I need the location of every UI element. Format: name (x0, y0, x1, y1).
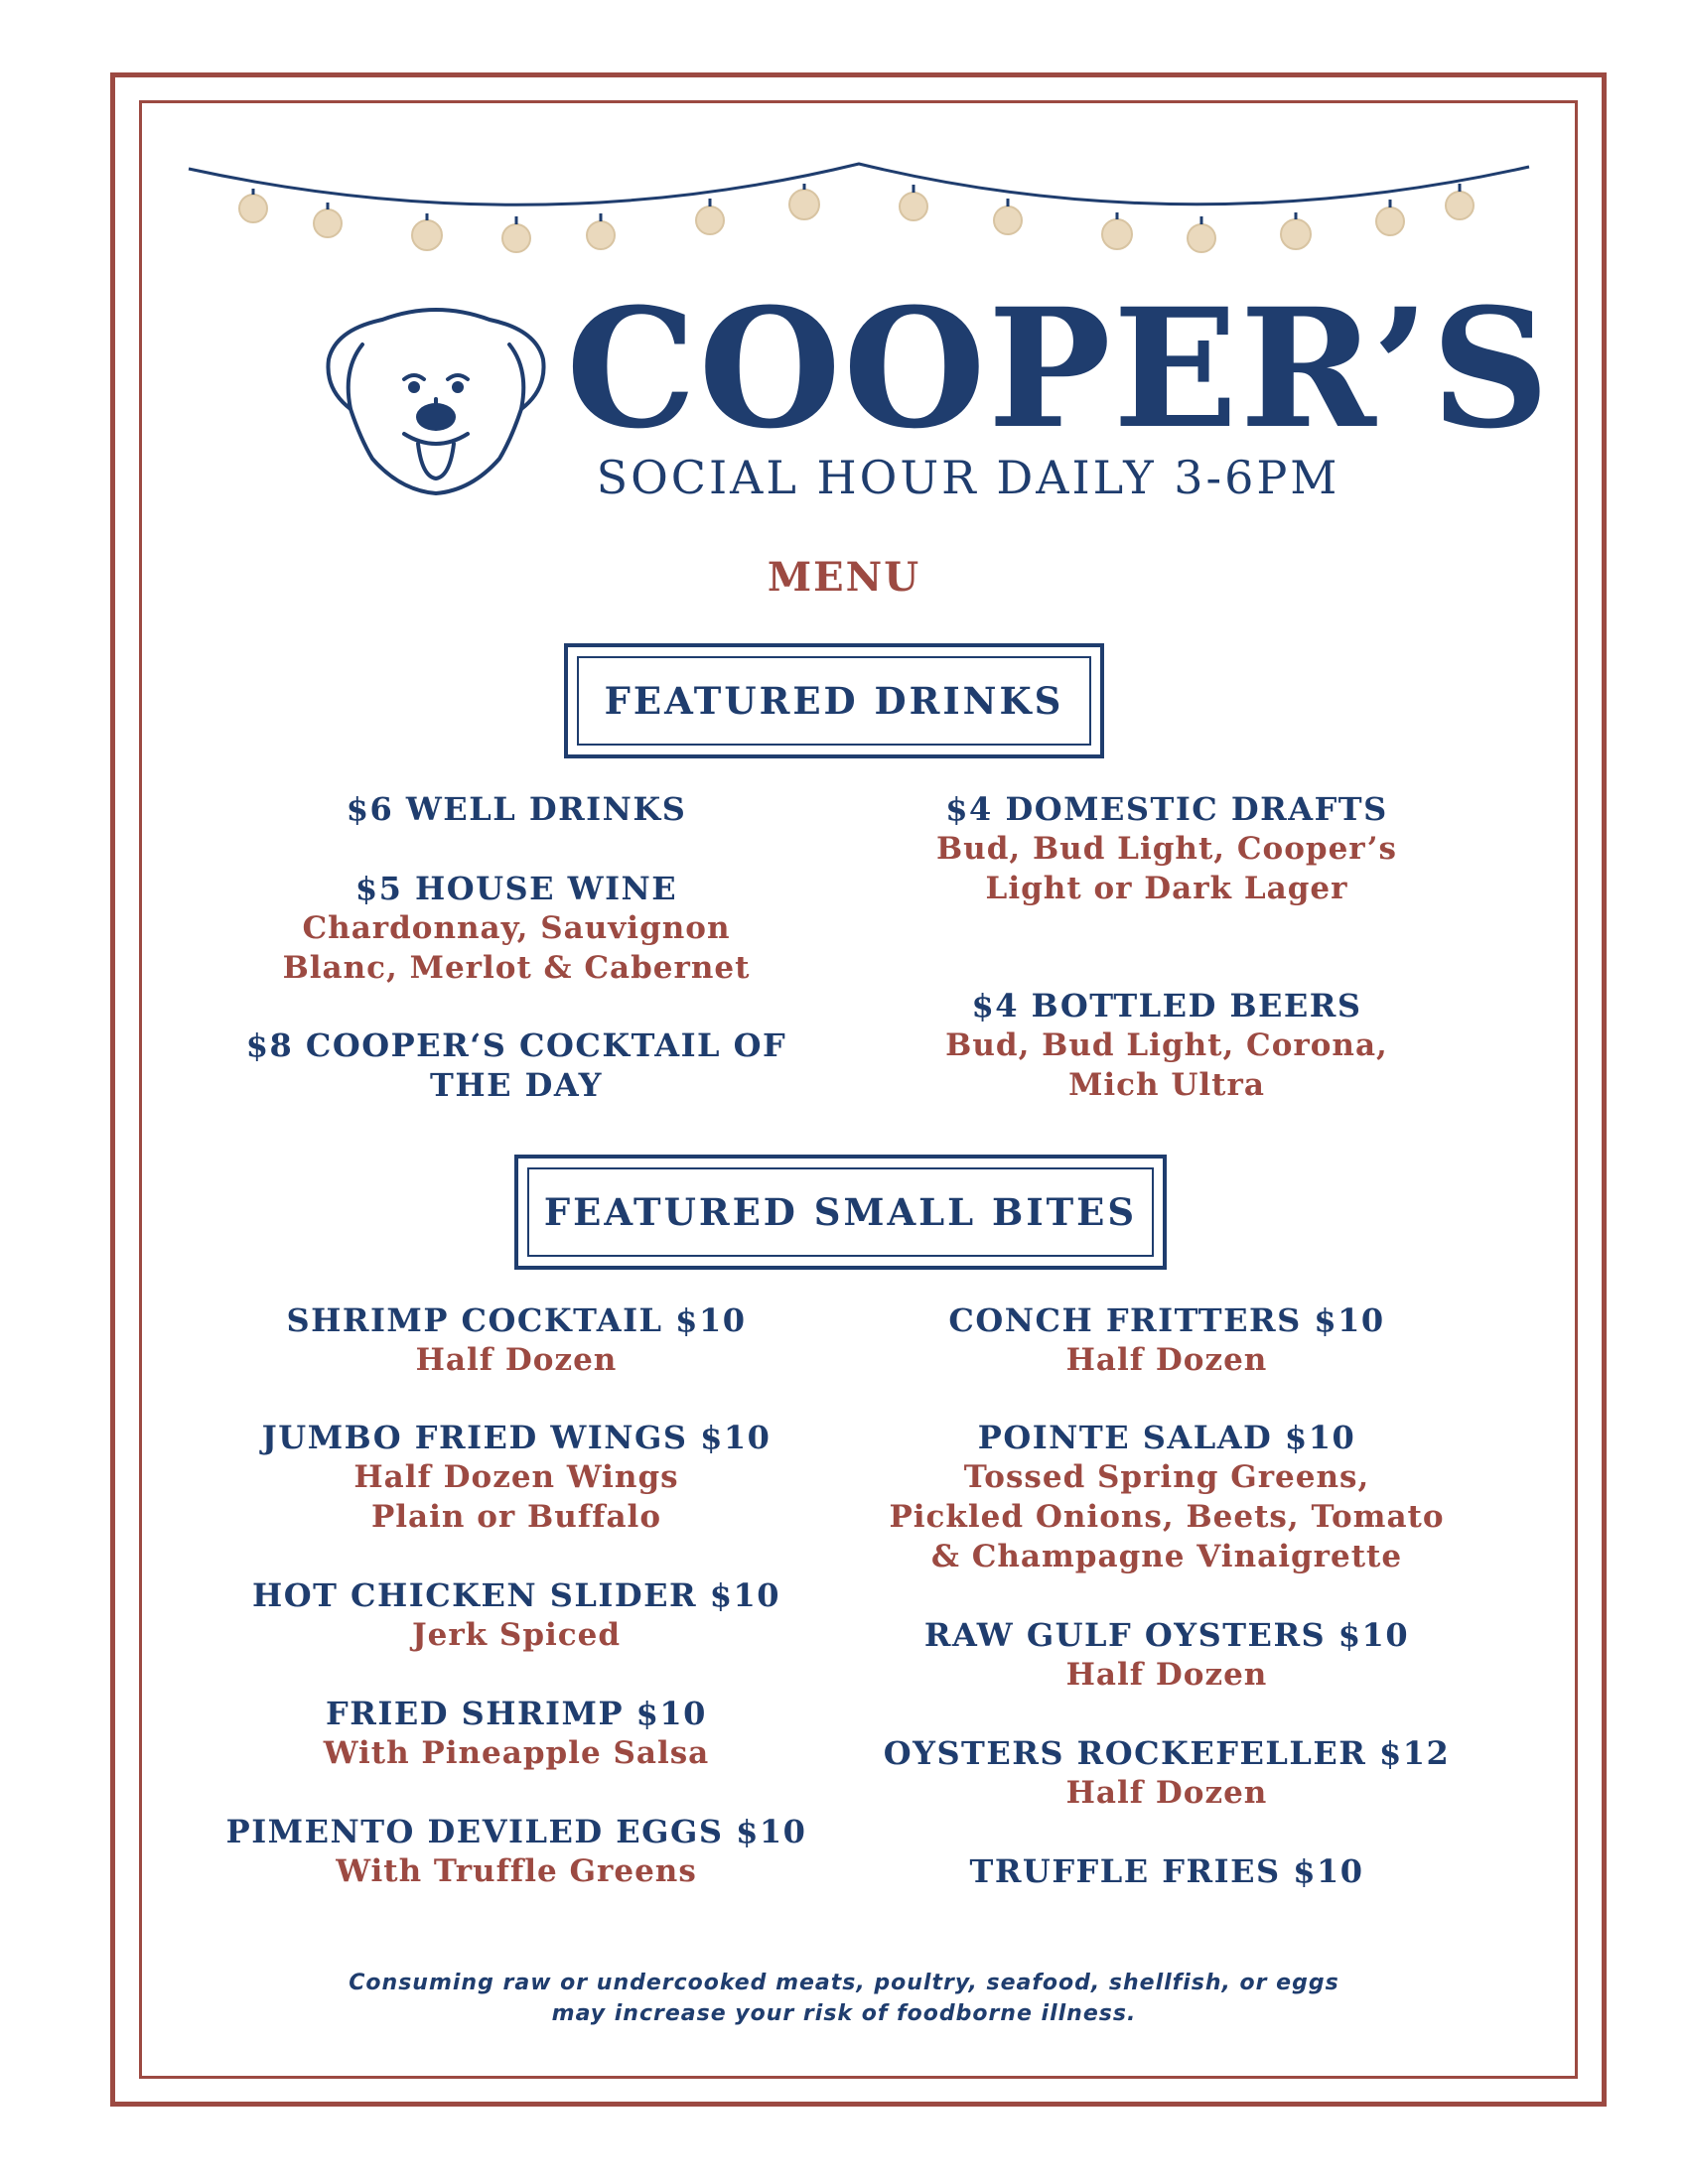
item-desc: Plain or Buffalo (370, 1499, 662, 1535)
item-name: $6 WELL DRINKS (346, 790, 687, 828)
item-desc: With Truffle Greens (336, 1853, 697, 1889)
menu-item (849, 789, 1484, 908)
item-desc: & Champagne Vinaigrette (930, 1539, 1403, 1574)
menu-item (849, 986, 1484, 1105)
item-name: POINTE SALAD $10 (977, 1419, 1356, 1456)
item-name: $4 BOTTLED BEERS (971, 987, 1362, 1024)
section-heading: FEATURED DRINKS (577, 656, 1091, 746)
item-name: OYSTERS ROCKEFELLER $12 (883, 1734, 1451, 1772)
string-lights-icon (184, 149, 1534, 268)
menu-item (849, 1300, 1484, 1380)
item-name: JUMBO FRIED WINGS $10 (261, 1419, 772, 1456)
menu-item (213, 789, 819, 829)
item-desc: Light or Dark Lager (985, 871, 1348, 906)
menu-item (213, 1694, 819, 1773)
tagline: SOCIAL HOUR DAILY 3-6PM (596, 451, 1340, 504)
menu-item (213, 1418, 819, 1537)
brand-name: COOPER’S (566, 272, 1552, 465)
item-desc: Blanc, Merlot & Cabernet (282, 950, 751, 986)
menu-title: MENU (767, 554, 921, 601)
item-desc: Half Dozen (1065, 1342, 1268, 1378)
health-disclaimer (0, 1968, 1688, 2029)
item-desc: Chardonnay, Sauvignon (302, 910, 731, 946)
item-name-cont: THE DAY (430, 1066, 603, 1104)
featured-bites-header (514, 1155, 1167, 1270)
disclaimer-line: may increase your risk of foodborne illness. (551, 2001, 1137, 2026)
item-name: FRIED SHRIMP $10 (326, 1695, 707, 1732)
menu-item (213, 1812, 819, 1891)
item-name: $8 COOPER‘S COCKTAIL OF (245, 1026, 787, 1064)
item-desc: Tossed Spring Greens, (963, 1459, 1370, 1495)
dog-face-icon (323, 300, 549, 496)
item-name: PIMENTO DEVILED EGGS $10 (225, 1813, 807, 1850)
item-desc: Pickled Onions, Beets, Tomato (889, 1499, 1445, 1535)
menu-item (213, 869, 819, 988)
item-name: RAW GULF OYSTERS $10 (923, 1616, 1410, 1654)
item-desc: With Pineapple Salsa (323, 1735, 710, 1771)
menu-item (849, 1418, 1484, 1576)
item-desc: Half Dozen (1065, 1775, 1268, 1811)
item-desc: Bud, Bud Light, Cooper’s (935, 831, 1398, 867)
item-desc: Jerk Spiced (411, 1617, 622, 1653)
item-name: HOT CHICKEN SLIDER $10 (251, 1576, 781, 1614)
disclaimer-line: Consuming raw or undercooked meats, poultry, seafood, shellfish, or eggs (349, 1971, 1339, 1995)
item-name: CONCH FRITTERS $10 (948, 1301, 1385, 1339)
item-name: SHRIMP COCKTAIL $10 (286, 1301, 747, 1339)
menu-item (849, 1733, 1484, 1813)
item-name: $5 HOUSE WINE (354, 870, 678, 907)
menu-item (213, 1025, 819, 1105)
menu-item (213, 1300, 819, 1380)
section-heading: FEATURED SMALL BITES (527, 1167, 1154, 1257)
item-desc: Half Dozen (415, 1342, 618, 1378)
featured-drinks-header (564, 643, 1104, 758)
item-desc: Half Dozen (1065, 1657, 1268, 1693)
item-desc: Bud, Bud Light, Corona, (945, 1027, 1388, 1063)
item-desc: Mich Ultra (1068, 1067, 1265, 1103)
menu-item (849, 1615, 1484, 1695)
menu-item (849, 1851, 1484, 1891)
item-name: $4 DOMESTIC DRAFTS (945, 790, 1388, 828)
item-desc: Half Dozen Wings (353, 1459, 679, 1495)
item-name: TRUFFLE FRIES $10 (969, 1852, 1364, 1890)
menu-item (213, 1575, 819, 1655)
